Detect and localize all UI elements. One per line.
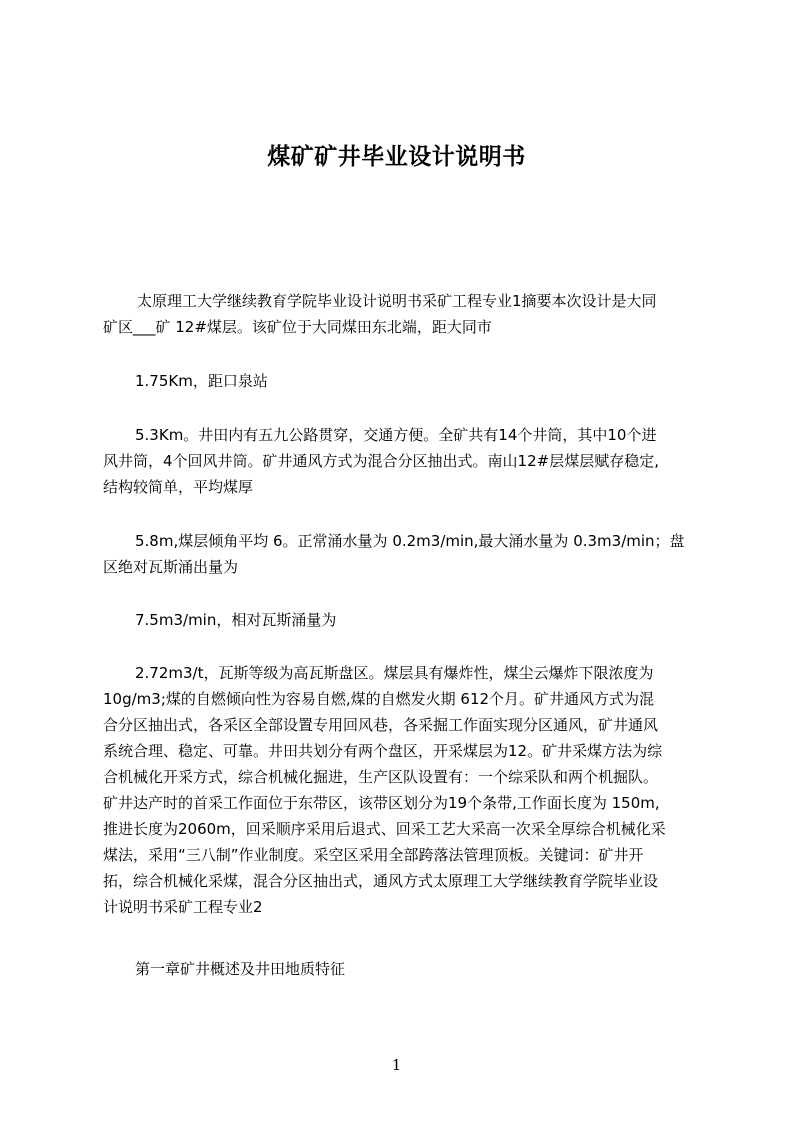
text-line: 合机械化开采方式，综合机械化掘进，生产区队设置有：一个综采队和两个机掘队。 [103,768,659,786]
paragraph-ventilation-mining [103,660,706,920]
paragraph-water-inflow [103,528,706,580]
paragraph-distance [103,368,706,394]
text-line: 太原理工大学继续教育学院毕业设计说明书采矿工程专业1摘要本次设计是大同 [137,292,657,310]
chapter-heading [103,956,706,982]
text-line: 1.75Km，距口泉站 [135,372,268,390]
text-line: 矿井达产时的首采工作面位于东带区，该带区划分为19个条带,工作面长度为 150m, [103,794,660,812]
text-line: 结构较简单，平均煤厚 [103,478,254,496]
text-line: 5.8m,煤层倾角平均 6。正常涌水量为 0.2m3/min,最大涌水量为 0.3m3/min；盘 [135,532,685,550]
paragraph-abstract-intro [103,288,706,340]
text-line: 2.72m3/t，瓦斯等级为高瓦斯盘区。煤层具有爆炸性，煤尘云爆炸下限浓度为 [135,664,654,682]
text-line: 系统合理、稳定、可靠。井田共划分有两个盘区，开采煤层为12。矿井采煤方法为综 [103,742,663,760]
page-number: 1 [391,1056,402,1074]
paragraph-gas-emission [103,607,706,633]
text-line: 推进长度为2060m，回采顺序采用后退式、回采工艺大采高一次采全厚综合机械化采 [103,820,666,838]
text-line: 5.3Km。井田内有五九公路贯穿，交通方便。全矿共有14个井筒，其中10个进 [135,426,657,444]
text-line: 计说明书采矿工程专业2 [103,898,263,916]
text-line: 合分区抽出式，各采区全部设置专用回风巷，各采掘工作面实现分区通风，矿井通风 [103,716,659,734]
text-line: 7.5m3/min，相对瓦斯涌量为 [135,611,337,629]
text-line: 第一章矿井概述及井田地质特征 [135,960,346,978]
text-line: 区绝对瓦斯涌出量为 [103,558,239,576]
text-line: 拓，综合机械化采煤，混合分区抽出式，通风方式太原理工大学继续教育学院毕业设 [103,872,659,890]
paragraph-shafts [103,422,706,500]
text-line: 煤法，采用“三八制”作业制度。采空区采用全部跨落法管理顶板。关键词：矿井开 [103,846,644,864]
page-title: 煤矿矿井毕业设计说明书 [267,144,526,170]
text-line: 风井筒，4个回风井筒。矿井通风方式为混合分区抽出式。南山12#层煤层赋存稳定, [103,452,659,470]
text-line: 10g/m3;煤的自燃倾向性为容易自燃,煤的自燃发火期 612个月。矿井通风方式为混 [103,690,655,708]
text-line: 矿区___矿 12#煤层。该矿位于大同煤田东北端，距大同市 [103,318,492,336]
